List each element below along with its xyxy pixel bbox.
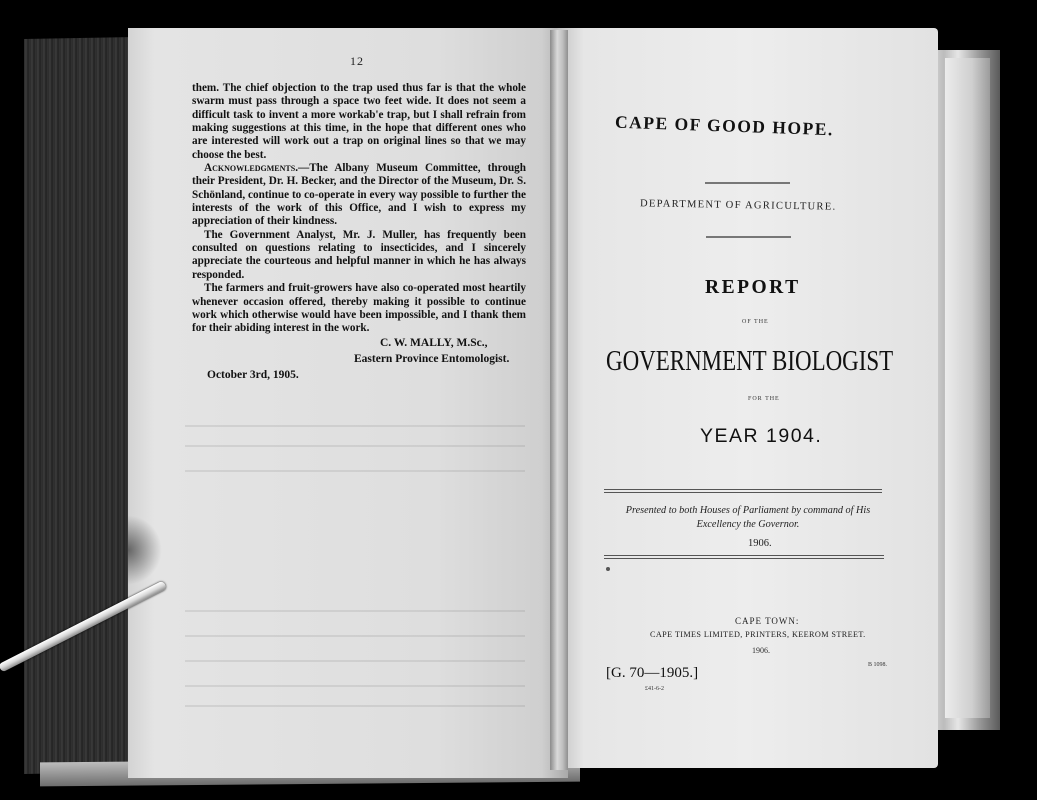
thumb-shadow	[128, 515, 162, 585]
acknowledgments-heading: Acknowledgments.	[204, 162, 298, 175]
paragraph	[192, 162, 526, 229]
signature-date: October 3rd, 1905.	[207, 369, 299, 381]
divider-rule	[706, 236, 791, 238]
presented-year: 1906.	[748, 538, 772, 549]
imprint-place: CAPE TOWN:	[735, 616, 800, 626]
book-gutter	[550, 30, 568, 770]
show-through-line	[185, 660, 525, 662]
document-reference: [G. 70—1905.]	[606, 665, 699, 681]
imprint-year: 1906.	[752, 646, 770, 655]
of-the-text: OF THE	[742, 319, 769, 325]
report-heading: REPORT	[705, 277, 801, 298]
page-number: 12	[350, 54, 364, 68]
printer-mark	[606, 567, 610, 571]
page-stack-left	[24, 37, 136, 774]
show-through-line	[185, 610, 525, 612]
signature-title: Eastern Province Entomologist.	[354, 353, 510, 365]
divider-rule	[604, 555, 884, 556]
paragraph-text: —The Albany Museum Committee, through their President, Dr. H. Becker, and the Director of the Museum, Dr. S. Schönland, continue to co-operate in every way possible to further the interests of the work of this Office, and I wish to express my appreciation of their kindness.	[192, 162, 526, 228]
divider-rule	[705, 182, 790, 184]
report-year: YEAR 1904.	[700, 425, 823, 447]
show-through-line	[185, 470, 525, 472]
department-name: DEPARTMENT OF AGRICULTURE.	[639, 198, 837, 213]
for-the-text: FOR THE	[748, 396, 780, 402]
show-through-line	[185, 685, 525, 687]
show-through-line	[185, 705, 525, 707]
right-page-edges	[945, 58, 990, 718]
imprint-printers: CAPE TIMES LIMITED, PRINTERS, KEEROM STREET.	[650, 630, 866, 639]
title-heading: CAPE OF GOOD HOPE.	[614, 111, 835, 140]
paragraph: The farmers and fruit-growers have also co-operated most heartily whenever occasion offered, thereby making it possible to continue work which otherwise would have been impossible, and I thank them for their abiding interest in the work.	[192, 282, 526, 335]
paragraph: them. The chief objection to the trap used thus far is that the whole swarm must pass through a space two feet wide. It does not seem a difficult task to invent a more workab'e trap, but I shall refrain from making suggestions at this time, in the hope that different ones who are interested will work out a trap on original lines so that we may choose the best.	[192, 82, 526, 161]
signature-name: C. W. MALLY, M.Sc.,	[380, 337, 488, 349]
show-through-line	[185, 425, 525, 427]
b-code: B 1098.	[868, 662, 888, 668]
reference-code: £41-6-2	[645, 686, 664, 692]
divider-rule	[604, 558, 884, 559]
show-through-line	[185, 635, 525, 637]
show-through-line	[185, 445, 525, 447]
right-page	[553, 28, 938, 768]
report-title: GOVERNMENT BIOLOGIST	[606, 346, 894, 377]
body-text	[192, 82, 526, 336]
paragraph: The Government Analyst, Mr. J. Muller, has frequently been consulted on questions relating to insecticides, and I sincerely appreciate the courteous and helpful manner in which he has always responded.	[192, 228, 526, 281]
divider-rule	[604, 492, 882, 493]
divider-rule	[604, 489, 882, 490]
presented-text: Presented to both Houses of Parliament by command of His Excellency the Governor.	[625, 505, 871, 530]
